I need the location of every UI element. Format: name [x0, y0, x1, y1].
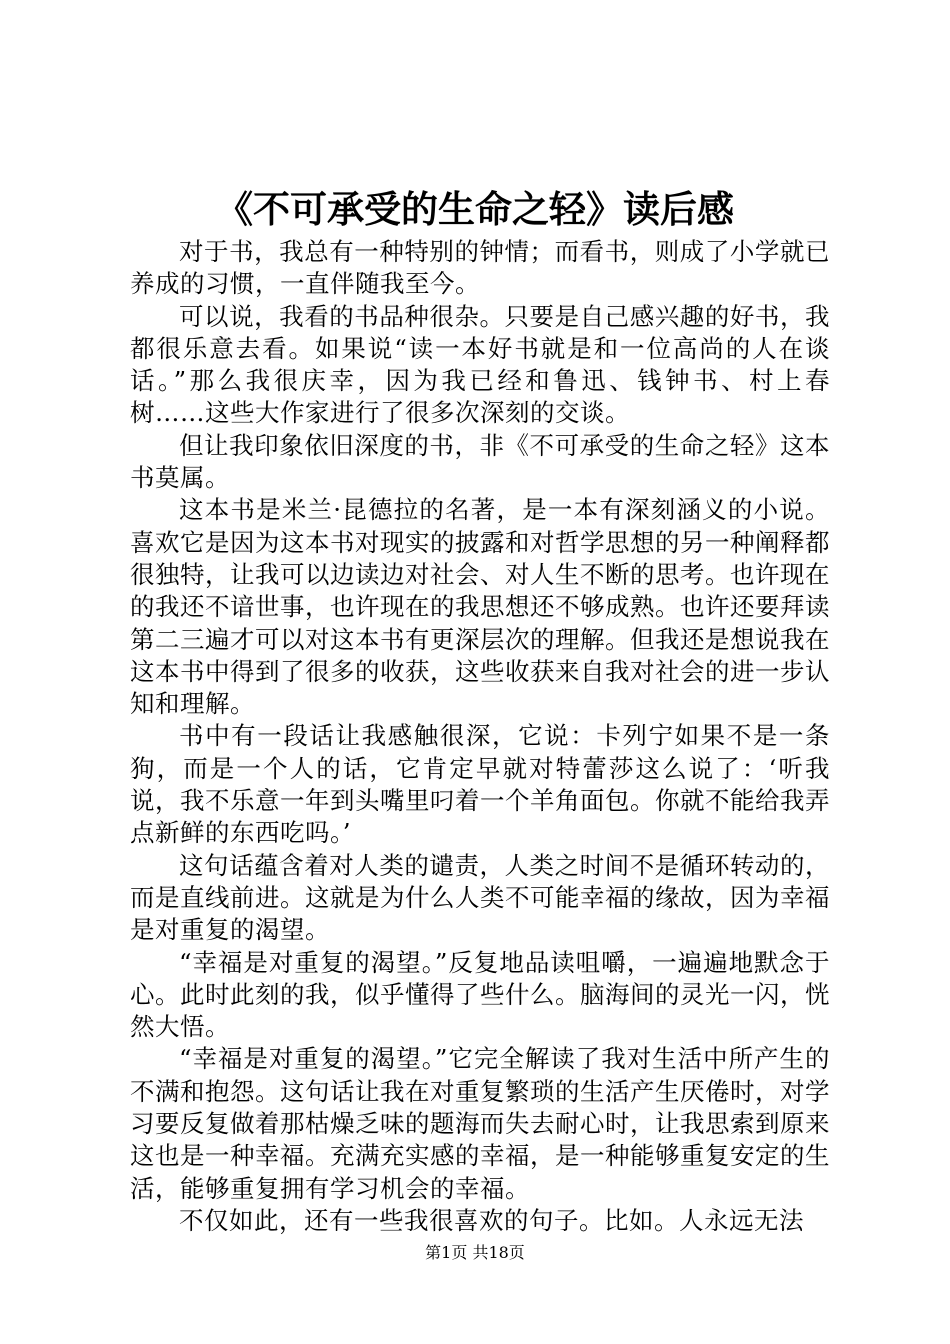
paragraph: 书中有一段话让我感触很深，它说：卡列宁如果不是一条狗，而是一个人的话，它肯定早就对特蕾莎这么说了：‘听我说，我不乐意一年到头嘴里叼着一个羊角面包。你就不能给我弄点新鲜的东西吃吗。’ — [130, 721, 830, 848]
document-body — [130, 236, 830, 1237]
paragraph: 对于书，我总有一种特别的钟情；而看书，则成了小学就已养成的习惯，一直伴随我至今。 — [130, 237, 830, 299]
document-title: 《不可承受的生命之轻》读后感 — [216, 187, 734, 231]
paragraph: “幸福是对重复的渴望。”它完全解读了我对生活中所产生的不满和抱怨。这句话让我在对重复繁琐的生活产生厌倦时，对学习要反复做着那枯燥乏味的题海而失去耐心时，让我思索到原来这也是一种幸福。充满充实感的幸福，是一种能够重复安定的生活，能够重复拥有学习机会的幸福。 — [130, 1044, 830, 1203]
paragraph: 不仅如此，还有一些我很喜欢的句子。比如。人永远无法 — [179, 1205, 804, 1235]
paragraph: 这本书是米兰·昆德拉的名著，是一本有深刻涵义的小说。喜欢它是因为这本书对现实的披露和对哲学思想的另一种阐释都很独特，让我可以边读边对社会、对人生不断的思考。也许现在的我还不谙世事，也许现在的我思想还不够成熟。也许还要拜读第二三遍才可以对这本书有更深层次的理解。但我还是想说我在这本书中得到了很多的收获，这些收获来自我对社会的进一步认知和理解。 — [130, 495, 830, 719]
paragraph: 但让我印象依旧深度的书，非《不可承受的生命之轻》这本书莫属。 — [130, 430, 830, 493]
paragraph: 这句话蕴含着对人类的谴责，人类之时间不是循环转动的，而是直线前进。这就是为什么人类不可能幸福的缘故，因为幸福是对重复的渴望。 — [130, 850, 830, 945]
paragraph: “幸福是对重复的渴望。”反复地品读咀嚼，一遍遍地默念于心。此时此刻的我，似乎懂得了些什么。脑海间的灵光一闪，恍然大悟。 — [130, 947, 830, 1042]
paragraph: 可以说，我看的书品种很杂。只要是自己感兴趣的好书，我都很乐意去看。如果说“读一本好书就是和一位高尚的人在谈话。”那么我很庆幸，因为我已经和鲁迅、钱钟书、村上春树……这些大作家进行了很多次深刻的交谈。 — [130, 301, 830, 428]
page-footer: 第1页 共18页 — [425, 1243, 525, 1262]
